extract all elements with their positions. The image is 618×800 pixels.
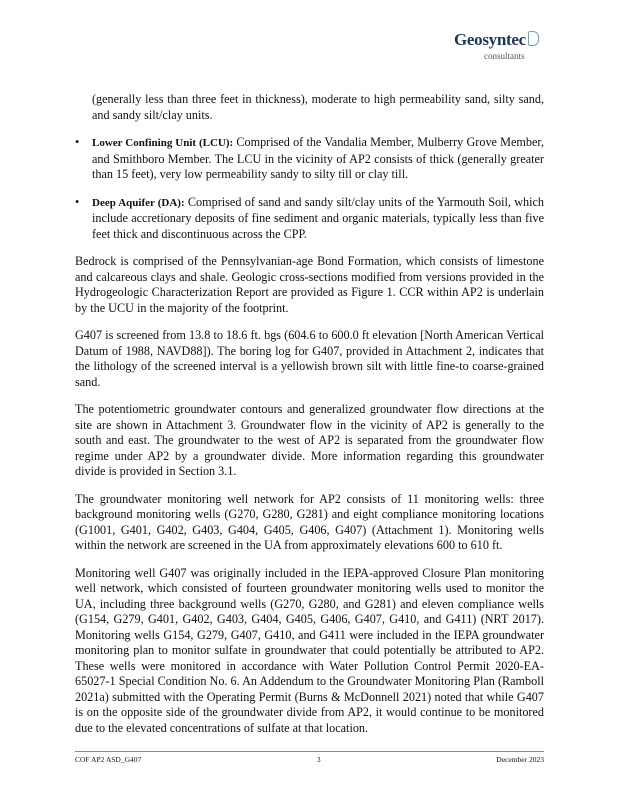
page-number: 3: [316, 755, 321, 764]
paragraph-well-network: The groundwater monitoring well network for AP2 consists of 11 monitoring wells: three background monitoring wells (G270, G280, G281) and eight compliance monitoring locations (G1001, G401, G402, G403, G404, G405, G406, G407) (Attachment 1). Monitoring wells within the network are screened in the UA from approximately elevations 600 to 610 ft.: [75, 491, 544, 552]
logo-mark-icon: [528, 31, 539, 46]
definition: Comprised of the Vandalia Member, Mulberry Grove Member, and Smithboro Member. The LCU in the vicinity of AP2 consists of thick (generally greater than 15 feet), very low permeability sandy to silty till or clay till.: [92, 135, 545, 181]
footer-date: December 2023: [496, 755, 544, 764]
term: Deep Aquifer (DA):: [92, 196, 185, 209]
intro-paragraph: (generally less than three feet in thickness), moderate to high permeability sand, silty sand, and sandy silt/clay units.: [92, 92, 544, 122]
document-body: [75, 92, 544, 748]
footer-divider: [75, 751, 544, 752]
paragraph-bedrock: Bedrock is comprised of the Pennsylvanian-age Bond Formation, which consists of limestone and calcareous clays and shale. Geologic cross-sections modified from versions provided in the Hydrogeologic Characterization Report are provided as Figure 1. CCR within AP2 is underlain by the UCU in the majority of the footprint.: [75, 254, 544, 315]
paragraph-groundwater-flow: The potentiometric groundwater contours and generalized groundwater flow directions at the site are shown in Attachment 3. Groundwater flow in the vicinity of AP2 is generally to the south and east. The groundwater to the west of AP2 is separated from the groundwater flow regime under AP2 by a groundwater divide. More information regarding this groundwater divide is provided in Section 3.1.: [75, 402, 544, 478]
paragraph-g407-history: Monitoring well G407 was originally included in the IEPA-approved Closure Plan monitoring well network, which consisted of fourteen groundwater monitoring wells used to monitor the UA, including three background wells (G270, G280, and G281) and eleven compliance wells (G154, G279, G401, G402, G403, G404, G405, G406, G407, G410, and G411) (NRT 2017). Monitoring wells G154, G279, G407, G410, and G411 were included in the IEPA groundwater monitoring plan to monitor sulfate in groundwater that could potentially be attributed to AP2. These wells were monitored in accordance with Water Pollution Control Permit 2020-EA-65027-1 Special Condition No. 6. An Addendum to the Groundwater Monitoring Plan (Ramboll 2021a) submitted with the Operating Permit (Burns & McDonnell 2021) noted that while G407 is on the opposite side of the groundwater divide from AP2, it would continue to be monitored due to the elevated concentrations of sulfate at that location.: [75, 565, 544, 735]
paragraph-g407-screen: G407 is screened from 13.8 to 18.6 ft. bgs (604.6 to 600.0 ft elevation [North American Vertical Datum of 1988, NAVD88]). The boring log for G407, provided in Attachment 2, indicates that the lithology of the screened interval is a yellowish brown silt with little fine-to coarse-grained sand.: [75, 328, 544, 389]
list-item: [75, 195, 544, 243]
unit-list: [75, 135, 544, 242]
definition: Comprised of sand and sandy silt/clay units of the Yarmouth Soil, which include accretionary deposits of fine sediment and organic materials, typically less than five feet thick and discontinuous across the CPP.: [92, 194, 544, 241]
logo-name: Geosyntec: [454, 30, 526, 49]
list-item: [75, 135, 544, 183]
bullet-icon: •: [75, 135, 80, 149]
logo-subtitle: consultants: [484, 51, 525, 61]
company-logo: [454, 30, 584, 62]
page-footer: [75, 755, 544, 765]
footer-doc-id: COF AP2 ASD_G407: [75, 755, 142, 764]
term: Lower Confining Unit (LCU):: [92, 137, 234, 149]
bullet-icon: •: [75, 194, 80, 209]
